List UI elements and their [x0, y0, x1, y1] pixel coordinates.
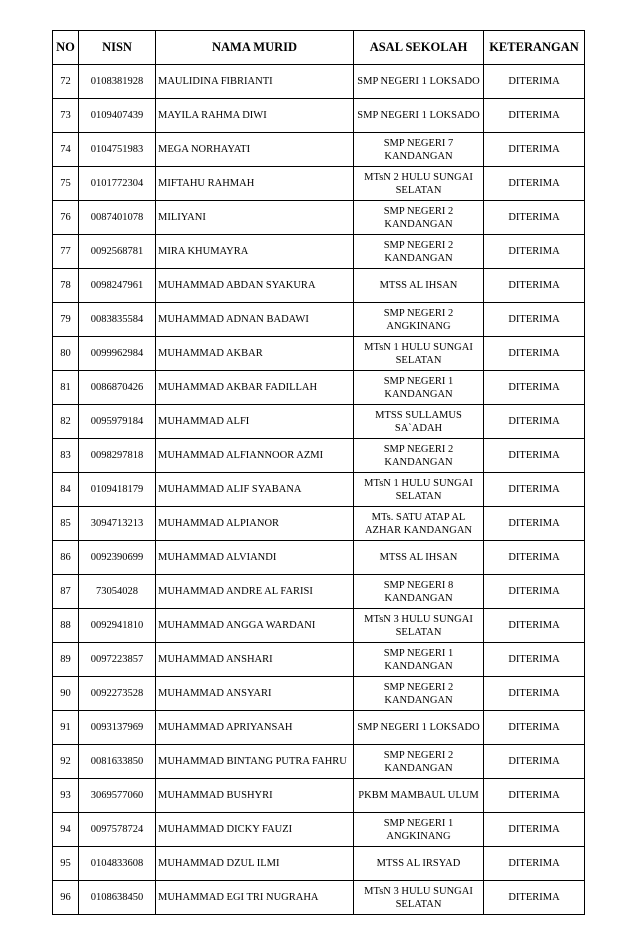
table-row	[53, 677, 585, 711]
row-remarks: DITERIMA	[484, 643, 585, 677]
row-school-origin: MTsN 1 HULU SUNGAI SELATAN	[354, 337, 484, 371]
row-nisn: 0095979184	[79, 405, 156, 439]
row-student-name: MUHAMMAD ADNAN BADAWI	[156, 303, 354, 337]
row-remarks: DITERIMA	[484, 507, 585, 541]
row-remarks: DITERIMA	[484, 711, 585, 745]
row-student-name: MEGA NORHAYATI	[156, 133, 354, 167]
row-number: 88	[53, 609, 79, 643]
row-student-name: MUHAMMAD BUSHYRI	[156, 779, 354, 813]
table-header	[53, 31, 585, 65]
row-remarks: DITERIMA	[484, 439, 585, 473]
row-number: 90	[53, 677, 79, 711]
row-nisn: 0099962984	[79, 337, 156, 371]
header-no: NO	[53, 31, 79, 65]
row-school-origin: MTSS AL IHSAN	[354, 269, 484, 303]
row-nisn: 0092941810	[79, 609, 156, 643]
row-student-name: MIFTAHU RAHMAH	[156, 167, 354, 201]
table-row	[53, 881, 585, 915]
row-remarks: DITERIMA	[484, 371, 585, 405]
table-row	[53, 813, 585, 847]
row-remarks: DITERIMA	[484, 201, 585, 235]
row-nisn: 0093137969	[79, 711, 156, 745]
row-nisn: 0098297818	[79, 439, 156, 473]
row-nisn: 3069577060	[79, 779, 156, 813]
table-row	[53, 201, 585, 235]
row-student-name: MUHAMMAD ANDRE AL FARISI	[156, 575, 354, 609]
row-number: 94	[53, 813, 79, 847]
row-school-origin: SMP NEGERI 1 ANGKINANG	[354, 813, 484, 847]
row-nisn: 0097223857	[79, 643, 156, 677]
row-remarks: DITERIMA	[484, 677, 585, 711]
table-row	[53, 473, 585, 507]
row-school-origin: SMP NEGERI 2 KANDANGAN	[354, 677, 484, 711]
table-row	[53, 269, 585, 303]
row-student-name: MUHAMMAD ALIF SYABANA	[156, 473, 354, 507]
table-row	[53, 235, 585, 269]
row-nisn: 0098247961	[79, 269, 156, 303]
row-remarks: DITERIMA	[484, 541, 585, 575]
row-student-name: MAYILA RAHMA DIWI	[156, 99, 354, 133]
row-number: 83	[53, 439, 79, 473]
row-remarks: DITERIMA	[484, 303, 585, 337]
row-nisn: 0092568781	[79, 235, 156, 269]
row-number: 87	[53, 575, 79, 609]
row-remarks: DITERIMA	[484, 813, 585, 847]
row-nisn: 73054028	[79, 575, 156, 609]
admission-table	[52, 30, 585, 915]
header-nisn: NISN	[79, 31, 156, 65]
row-student-name: MUHAMMAD DZUL ILMI	[156, 847, 354, 881]
row-student-name: MUHAMMAD EGI TRI NUGRAHA	[156, 881, 354, 915]
row-number: 91	[53, 711, 79, 745]
table-row	[53, 609, 585, 643]
row-school-origin: SMP NEGERI 2 KANDANGAN	[354, 201, 484, 235]
row-school-origin: MTSS AL IHSAN	[354, 541, 484, 575]
table-row	[53, 371, 585, 405]
row-nisn: 0108381928	[79, 65, 156, 99]
row-student-name: MUHAMMAD AKBAR	[156, 337, 354, 371]
row-student-name: MUHAMMAD ALFI	[156, 405, 354, 439]
table-row	[53, 745, 585, 779]
row-nisn: 0108638450	[79, 881, 156, 915]
row-remarks: DITERIMA	[484, 473, 585, 507]
row-student-name: MUHAMMAD DICKY FAUZI	[156, 813, 354, 847]
row-remarks: DITERIMA	[484, 337, 585, 371]
row-number: 72	[53, 65, 79, 99]
row-number: 76	[53, 201, 79, 235]
row-student-name: MUHAMMAD BINTANG PUTRA FAHRU	[156, 745, 354, 779]
row-nisn: 3094713213	[79, 507, 156, 541]
table-row	[53, 541, 585, 575]
header-school-origin: ASAL SEKOLAH	[354, 31, 484, 65]
table-row	[53, 575, 585, 609]
row-school-origin: MTsN 3 HULU SUNGAI SELATAN	[354, 609, 484, 643]
table-row	[53, 643, 585, 677]
row-remarks: DITERIMA	[484, 269, 585, 303]
row-school-origin: SMP NEGERI 2 KANDANGAN	[354, 235, 484, 269]
row-remarks: DITERIMA	[484, 779, 585, 813]
row-number: 89	[53, 643, 79, 677]
table-body	[53, 65, 585, 915]
row-school-origin: MTSS SULLAMUS SA`ADAH	[354, 405, 484, 439]
row-nisn: 0104751983	[79, 133, 156, 167]
row-remarks: DITERIMA	[484, 609, 585, 643]
row-number: 78	[53, 269, 79, 303]
row-nisn: 0083835584	[79, 303, 156, 337]
row-remarks: DITERIMA	[484, 575, 585, 609]
row-nisn: 0092390699	[79, 541, 156, 575]
table-row	[53, 711, 585, 745]
row-number: 93	[53, 779, 79, 813]
row-student-name: MUHAMMAD ANSHARI	[156, 643, 354, 677]
row-remarks: DITERIMA	[484, 235, 585, 269]
row-school-origin: MTSS AL IRSYAD	[354, 847, 484, 881]
row-number: 81	[53, 371, 79, 405]
row-student-name: MAULIDINA FIBRIANTI	[156, 65, 354, 99]
row-school-origin: SMP NEGERI 1 KANDANGAN	[354, 371, 484, 405]
row-remarks: DITERIMA	[484, 881, 585, 915]
row-remarks: DITERIMA	[484, 133, 585, 167]
row-school-origin: PKBM MAMBAUL ULUM	[354, 779, 484, 813]
row-nisn: 0086870426	[79, 371, 156, 405]
row-number: 92	[53, 745, 79, 779]
table-row	[53, 167, 585, 201]
header-row	[53, 31, 585, 65]
row-nisn: 0081633850	[79, 745, 156, 779]
table-row	[53, 405, 585, 439]
row-number: 95	[53, 847, 79, 881]
student-admission-list	[52, 30, 584, 915]
row-student-name: MUHAMMAD APRIYANSAH	[156, 711, 354, 745]
row-school-origin: SMP NEGERI 1 LOKSADO	[354, 65, 484, 99]
table-row	[53, 303, 585, 337]
row-nisn: 0097578724	[79, 813, 156, 847]
row-school-origin: SMP NEGERI 1 LOKSADO	[354, 99, 484, 133]
row-remarks: DITERIMA	[484, 99, 585, 133]
row-remarks: DITERIMA	[484, 167, 585, 201]
row-number: 79	[53, 303, 79, 337]
row-number: 82	[53, 405, 79, 439]
row-number: 96	[53, 881, 79, 915]
row-number: 85	[53, 507, 79, 541]
row-student-name: MUHAMMAD ALVIANDI	[156, 541, 354, 575]
table-row	[53, 133, 585, 167]
row-school-origin: MTsN 2 HULU SUNGAI SELATAN	[354, 167, 484, 201]
row-nisn: 0109407439	[79, 99, 156, 133]
table-row	[53, 99, 585, 133]
row-student-name: MUHAMMAD ANGGA WARDANI	[156, 609, 354, 643]
row-school-origin: MTs. SATU ATAP AL AZHAR KANDANGAN	[354, 507, 484, 541]
row-nisn: 0104833608	[79, 847, 156, 881]
row-student-name: MUHAMMAD ALFIANNOOR AZMI	[156, 439, 354, 473]
row-number: 73	[53, 99, 79, 133]
row-nisn: 0087401078	[79, 201, 156, 235]
row-remarks: DITERIMA	[484, 405, 585, 439]
row-nisn: 0109418179	[79, 473, 156, 507]
row-school-origin: SMP NEGERI 8 KANDANGAN	[354, 575, 484, 609]
row-number: 74	[53, 133, 79, 167]
row-student-name: MIRA KHUMAYRA	[156, 235, 354, 269]
table-row	[53, 847, 585, 881]
table-row	[53, 779, 585, 813]
table-row	[53, 65, 585, 99]
row-number: 86	[53, 541, 79, 575]
row-student-name: MUHAMMAD ANSYARI	[156, 677, 354, 711]
row-school-origin: SMP NEGERI 2 KANDANGAN	[354, 439, 484, 473]
row-school-origin: MTsN 1 HULU SUNGAI SELATAN	[354, 473, 484, 507]
row-number: 77	[53, 235, 79, 269]
table-row	[53, 439, 585, 473]
row-school-origin: SMP NEGERI 1 KANDANGAN	[354, 643, 484, 677]
row-school-origin: MTsN 3 HULU SUNGAI SELATAN	[354, 881, 484, 915]
row-school-origin: SMP NEGERI 2 KANDANGAN	[354, 745, 484, 779]
row-student-name: MUHAMMAD ALPIANOR	[156, 507, 354, 541]
row-number: 75	[53, 167, 79, 201]
row-remarks: DITERIMA	[484, 65, 585, 99]
header-student-name: NAMA MURID	[156, 31, 354, 65]
row-student-name: MUHAMMAD AKBAR FADILLAH	[156, 371, 354, 405]
row-student-name: MILIYANI	[156, 201, 354, 235]
table-row	[53, 337, 585, 371]
row-student-name: MUHAMMAD ABDAN SYAKURA	[156, 269, 354, 303]
table-row	[53, 507, 585, 541]
row-school-origin: SMP NEGERI 2 ANGKINANG	[354, 303, 484, 337]
row-nisn: 0101772304	[79, 167, 156, 201]
row-number: 84	[53, 473, 79, 507]
row-nisn: 0092273528	[79, 677, 156, 711]
row-school-origin: SMP NEGERI 7 KANDANGAN	[354, 133, 484, 167]
row-school-origin: SMP NEGERI 1 LOKSADO	[354, 711, 484, 745]
header-remarks: KETERANGAN	[484, 31, 585, 65]
row-remarks: DITERIMA	[484, 847, 585, 881]
row-remarks: DITERIMA	[484, 745, 585, 779]
row-number: 80	[53, 337, 79, 371]
